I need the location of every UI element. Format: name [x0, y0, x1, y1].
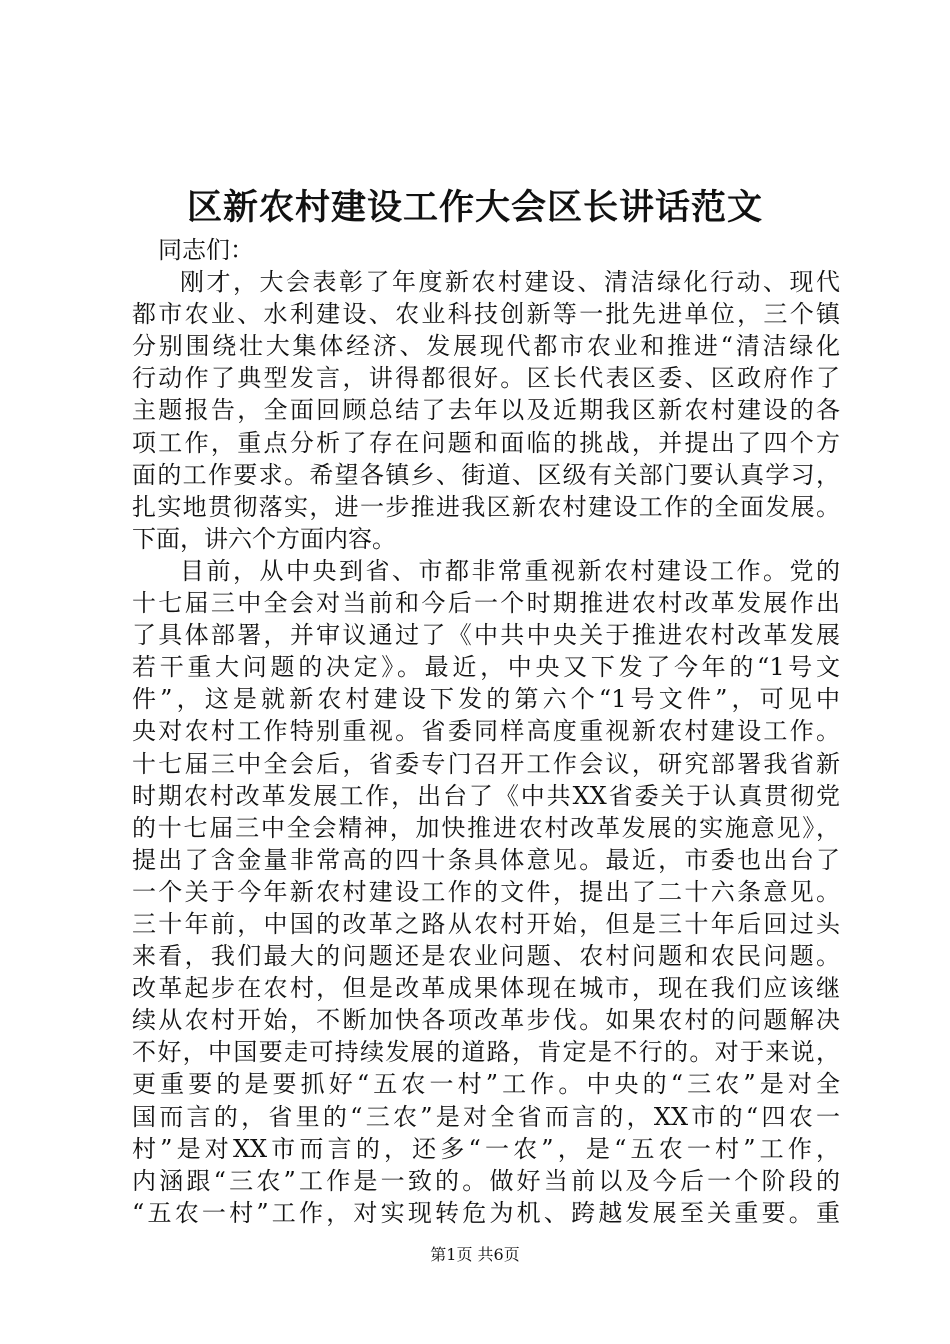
paragraph [132, 266, 840, 555]
text-line: 的十七届三中全会精神，加快推进农村改革发展的实施意见》， [132, 813, 840, 842]
text-line: 一个关于今年新农村建设工作的文件，提出了二十六条意见。 [132, 877, 840, 906]
text-line: 十七届三中全会后，省委专门召开工作会议，研究部署我省新 [132, 749, 840, 778]
text-line: 件”，这是就新农村建设下发的第六个“1号文件”，可见中 [132, 685, 840, 714]
text-line: 更重要的是要抓好“五农一村”工作。中央的“三农”是对全 [132, 1070, 840, 1099]
text-line: 扎实地贯彻落实，进一步推进我区新农村建设工作的全面发展。 [132, 492, 840, 521]
paragraph [132, 555, 840, 1229]
text-line: 分别围绕壮大集体经济、发展现代都市农业和推进“清洁绿化 [132, 332, 840, 361]
text-line: 来看，我们最大的问题还是农业问题、农村问题和农民问题。 [132, 942, 840, 971]
document-title: 区新农村建设工作大会区长讲话范文 [186, 188, 763, 228]
text-line: 若干重大问题的决定》。最近，中央又下发了今年的“1号文 [132, 653, 840, 682]
text-line: 面的工作要求。希望各镇乡、街道、区级有关部门要认真学习， [132, 460, 840, 489]
text-line: 时期农村改革发展工作，出台了《中共XX省委关于认真贯彻党 [132, 781, 840, 810]
text-line: 续从农村开始，不断加快各项改革步伐。如果农村的问题解决 [132, 1006, 840, 1035]
text-line: 村”是对XX市而言的，还多“一农”，是“五农一村”工作， [132, 1134, 840, 1163]
page-number-footer: 第1页 共6页 [430, 1245, 520, 1264]
text-line: 了具体部署，并审议通过了《中共中央关于推进农村改革发展 [132, 621, 840, 650]
text-line: 国而言的，省里的“三农”是对全省而言的，XX市的“四农一 [132, 1102, 840, 1131]
text-line: 不好，中国要走可持续发展的道路，肯定是不行的。对于来说， [132, 1038, 840, 1067]
text-line: 项工作，重点分析了存在问题和面临的挑战，并提出了四个方 [132, 428, 840, 457]
text-line: “五农一村”工作，对实现转危为机、跨越发展至关重要。重 [132, 1198, 840, 1227]
text-line: 内涵跟“三农”工作是一致的。做好当前以及今后一个阶段的 [132, 1166, 840, 1195]
text-line: 提出了含金量非常高的四十条具体意见。最近，市委也出台了 [132, 845, 840, 874]
text-line: 行动作了典型发言，讲得都很好。区长代表区委、区政府作了 [132, 364, 840, 393]
salutation [132, 234, 840, 266]
text-line: 三十年前，中国的改革之路从农村开始，但是三十年后回过头 [132, 909, 840, 938]
text-line: 主题报告，全面回顾总结了去年以及近期我区新农村建设的各 [132, 396, 840, 425]
text-line: 改革起步在农村，但是改革成果体现在城市，现在我们应该继 [132, 974, 840, 1003]
text-line: 目前，从中央到省、市都非常重视新农村建设工作。党的 [180, 556, 840, 585]
document-body [132, 234, 840, 1229]
text-line: 都市农业、水利建设、农业科技创新等一批先进单位，三个镇 [132, 300, 840, 329]
text-line: 十七届三中全会对当前和今后一个时期推进农村改革发展作出 [132, 589, 840, 618]
text-line: 央对农村工作特别重视。省委同样高度重视新农村建设工作。 [132, 717, 840, 746]
text-line: 刚才，大会表彰了年度新农村建设、清洁绿化行动、现代 [180, 268, 840, 297]
text-line: 下面，讲六个方面内容。 [132, 524, 396, 553]
text-line: 同志们： [158, 236, 254, 264]
